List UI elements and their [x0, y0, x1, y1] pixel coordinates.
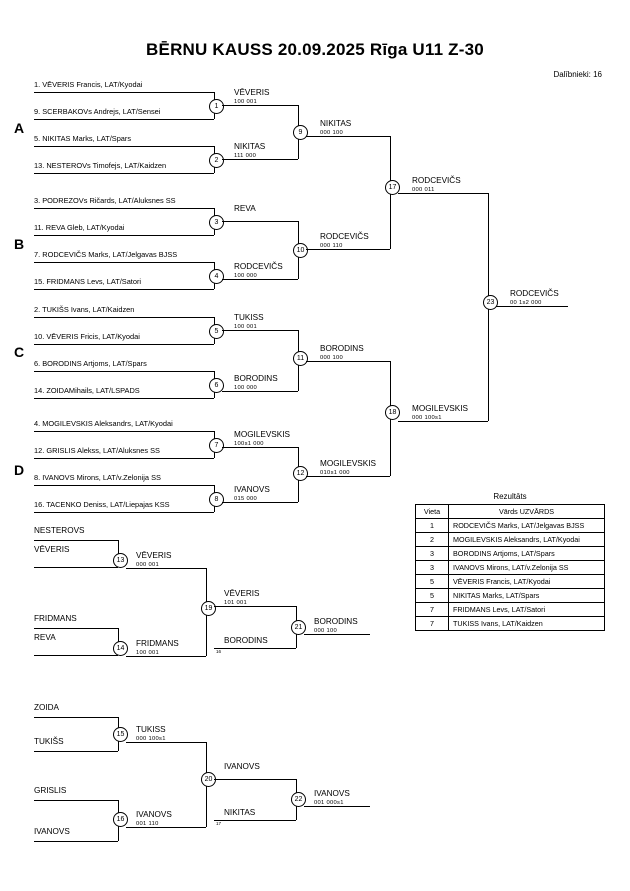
- match-number-11: 11: [293, 351, 308, 366]
- entrant-name: REVA Gleb, LAT/Kyodai: [45, 223, 125, 232]
- entrant-seed: 14.: [34, 386, 45, 395]
- repechage-note-17: 17: [216, 821, 222, 826]
- score-m6: 100 000: [234, 385, 258, 391]
- entrant-seed: 7.: [34, 250, 41, 259]
- bracket-line: [34, 173, 214, 174]
- table-row: [416, 519, 605, 533]
- entrant-seed: 16.: [34, 500, 45, 509]
- bracket-line: [34, 146, 214, 147]
- bracket-line: [222, 279, 298, 280]
- score-m13: 000 001: [136, 562, 160, 568]
- bracket-line: [222, 105, 298, 106]
- entrant-name: IVANOVS Mirons, LAT/v.Zelonija SS: [42, 473, 161, 482]
- winner-m1: VĒVERIS: [234, 88, 270, 97]
- entrant-seed: 9.: [34, 107, 41, 116]
- score-m5: 100 001: [234, 324, 258, 330]
- page-title: BĒRNU KAUSS 20.09.2025 Rīga U11 Z-30: [146, 40, 484, 59]
- repechage-entrant-zoida: ZOIDA: [34, 703, 60, 712]
- bracket-line: [222, 502, 298, 503]
- winner-m3: REVA: [234, 204, 256, 213]
- entrant-15: [34, 277, 141, 286]
- match-number-2: 2: [209, 153, 224, 168]
- bracket-line: [496, 306, 568, 307]
- score-m12: 010s1 000: [320, 470, 350, 476]
- bracket-line: [34, 92, 214, 93]
- score-m23: 00 1s2 000: [510, 300, 542, 306]
- match-number-9: 9: [293, 125, 308, 140]
- entrant-11: [34, 223, 124, 232]
- place-cell: 7: [416, 617, 449, 631]
- bracket-line: [34, 800, 118, 801]
- bracket-line: [34, 262, 214, 263]
- participants-count: Dalībnieki: 16: [553, 70, 602, 79]
- score-m22: 001 000s1: [314, 800, 344, 806]
- name-cell: BORODINS Artjoms, LAT/Spars: [449, 547, 605, 561]
- entrant-name: MOGILEVSKIS Aleksandrs, LAT/Kyodai: [42, 419, 173, 428]
- place-cell: 5: [416, 589, 449, 603]
- match-number-19: 19: [201, 601, 216, 616]
- match-number-23: 23: [483, 295, 498, 310]
- results-panel: [415, 492, 605, 631]
- results-caption: Rezultāts: [493, 492, 527, 501]
- winner-m22: IVANOVS: [314, 789, 350, 798]
- group-label-d: D: [14, 462, 25, 478]
- bracket-line: [34, 458, 214, 459]
- score-m7: 100s1 000: [234, 441, 264, 447]
- table-header-row: [416, 505, 605, 519]
- name-cell: MOGILEVSKIS Aleksandrs, LAT/Kyodai: [449, 533, 605, 547]
- repechage-entrant-nesterovs: NESTEROVS: [34, 526, 85, 535]
- match-number-20: 20: [201, 772, 216, 787]
- table-row: [416, 617, 605, 631]
- repechage-note-16: 16: [216, 649, 222, 654]
- place-cell: 3: [416, 547, 449, 561]
- place-cell: 1: [416, 519, 449, 533]
- name-cell: IVANOVS Mirons, LAT/v.Zelonija SS: [449, 561, 605, 575]
- match-number-6: 6: [209, 378, 224, 393]
- results-table: [415, 504, 605, 631]
- bracket-line: [34, 371, 214, 372]
- winner-m5: TUKISS: [234, 313, 264, 322]
- score-m15: 000 100s1: [136, 736, 166, 742]
- group-label-b: B: [14, 236, 25, 252]
- entrant-name: TUKIŠS Ivans, LAT/Kaidzen: [42, 305, 135, 314]
- bracket-line: [398, 421, 488, 422]
- table-row: [416, 575, 605, 589]
- winner-m7: MOGILEVSKIS: [234, 430, 290, 439]
- entrant-name: NESTEROVs Timofejs, LAT/Kaidzen: [46, 161, 167, 170]
- bracket-line: [126, 568, 206, 569]
- name-cell: NIKITAS Marks, LAT/Spars: [449, 589, 605, 603]
- winner-m8: IVANOVS: [234, 485, 270, 494]
- name-cell: RODCEVIČS Marks, LAT/Jelgavas BJSS: [449, 519, 605, 533]
- bracket-line: [222, 159, 298, 160]
- match-number-18: 18: [385, 405, 400, 420]
- winner-m15: TUKISS: [136, 725, 166, 734]
- entrant-name: VĒVERIS Francis, LAT/Kyodai: [42, 80, 143, 89]
- bracket-line: [126, 742, 206, 743]
- repechage-entrant-tukiss: TUKIŠS: [34, 737, 64, 746]
- score-m18: 000 100s1: [412, 415, 442, 421]
- winner-m21: BORODINS: [314, 617, 358, 626]
- entrant-6: [34, 359, 147, 368]
- entrant-seed: 12.: [34, 446, 45, 455]
- bracket-line: [34, 398, 214, 399]
- bracket-line: [214, 606, 296, 607]
- entrant-10: [34, 332, 140, 341]
- winner-m14: FRIDMANS: [136, 639, 179, 648]
- winner-m19: VĒVERIS: [224, 589, 260, 598]
- winner-m20: IVANOVS: [224, 762, 260, 771]
- entrant-name: VĒVERIS Fricis, LAT/Kyodai: [46, 332, 140, 341]
- bracket-line: [126, 827, 206, 828]
- entrant-14: [34, 386, 140, 395]
- bracket-line: [34, 344, 214, 345]
- bracket-line: [34, 512, 214, 513]
- bracket-line: [306, 361, 390, 362]
- match-number-12: 12: [293, 466, 308, 481]
- bracket-line: [214, 820, 296, 821]
- score-m8: 015 000: [234, 496, 258, 502]
- entrant-13: [34, 161, 166, 170]
- repechage-entrant-grislis: GRISLIS: [34, 786, 67, 795]
- bracket-line: [34, 208, 214, 209]
- place-cell: 3: [416, 561, 449, 575]
- group-label-c: C: [14, 344, 25, 360]
- entrant-7: [34, 250, 177, 259]
- match-number-1: 1: [209, 99, 224, 114]
- match-number-13: 13: [113, 553, 128, 568]
- repechage-entrant-veveris: VĒVERIS: [34, 545, 70, 554]
- match-number-22: 22: [291, 792, 306, 807]
- name-cell: FRIDMANS Levs, LAT/Satori: [449, 603, 605, 617]
- entrant-seed: 11.: [34, 223, 44, 232]
- repechage-opponent-nikitas: NIKITAS: [224, 808, 256, 817]
- bracket-line: [34, 289, 214, 290]
- winner-m23: RODCEVIČS: [510, 289, 559, 298]
- bracket-line: [34, 119, 214, 120]
- match-number-4: 4: [209, 269, 224, 284]
- entrant-seed: 6.: [34, 359, 41, 368]
- entrant-name: ZOIDAMihails, LAT/LSPADS: [46, 386, 140, 395]
- match-number-14: 14: [113, 641, 128, 656]
- score-m17: 000 011: [412, 187, 435, 193]
- match-number-10: 10: [293, 243, 308, 258]
- entrant-seed: 10.: [34, 332, 45, 341]
- repechage-entrant-ivanovs: IVANOVS: [34, 827, 70, 836]
- repechage-entrant-fridmans: FRIDMANS: [34, 614, 77, 623]
- bracket-line: [126, 656, 206, 657]
- score-m16: 001 110: [136, 821, 159, 827]
- repechage-entrant-reva: REVA: [34, 633, 56, 642]
- bracket-line: [34, 540, 118, 541]
- entrant-name: NIKITAS Marks, LAT/Spars: [42, 134, 132, 143]
- bracket-line: [34, 567, 118, 568]
- entrant-name: PODREZOVs Ričards, LAT/Aluksnes SS: [42, 196, 176, 205]
- bracket-line: [222, 221, 298, 222]
- entrant-name: BORODINS Artjoms, LAT/Spars: [42, 359, 147, 368]
- winner-m12: MOGILEVSKIS: [320, 459, 376, 468]
- bracket-line: [306, 476, 390, 477]
- bracket-line: [34, 485, 214, 486]
- score-m9: 000 100: [320, 130, 344, 136]
- winner-m18: MOGILEVSKIS: [412, 404, 468, 413]
- score-m4: 100 000: [234, 273, 258, 279]
- match-number-3: 3: [209, 215, 224, 230]
- bracket-line: [34, 235, 214, 236]
- bracket-line: [306, 249, 390, 250]
- bracket-line: [34, 717, 118, 718]
- score-m10: 000 110: [320, 243, 343, 249]
- entrant-8: [34, 473, 161, 482]
- table-row: [416, 561, 605, 575]
- entrant-name: TACENKO Deniss, LAT/Liepajas KSS: [46, 500, 170, 509]
- entrant-seed: 4.: [34, 419, 41, 428]
- bracket-line: [222, 391, 298, 392]
- col-place: Vieta: [416, 505, 449, 519]
- entrant-9: [34, 107, 160, 116]
- entrant-4: [34, 419, 173, 428]
- score-m19: 101 001: [224, 600, 248, 606]
- bracket-line: [34, 655, 118, 656]
- entrant-name: SCERBAKOVs Andrejs, LAT/Sensei: [42, 107, 161, 116]
- winner-m10: RODCEVIČS: [320, 232, 369, 241]
- winner-m6: BORODINS: [234, 374, 278, 383]
- bracket-line: [34, 431, 214, 432]
- score-m11: 000 100: [320, 355, 344, 361]
- winner-m17: RODCEVIČS: [412, 176, 461, 185]
- score-m1: 100 001: [234, 99, 258, 105]
- entrant-5: [34, 134, 131, 143]
- place-cell: 7: [416, 603, 449, 617]
- entrant-12: [34, 446, 160, 455]
- winner-m11: BORODINS: [320, 344, 364, 353]
- bracket-line: [306, 136, 390, 137]
- winner-m9: NIKITAS: [320, 119, 352, 128]
- place-cell: 2: [416, 533, 449, 547]
- bracket-line: [304, 634, 370, 635]
- entrant-name: RODCEVIČS Marks, LAT/Jelgavas BJSS: [42, 250, 178, 259]
- table-row: [416, 603, 605, 617]
- match-number-15: 15: [113, 727, 128, 742]
- bracket-line: [214, 648, 296, 649]
- match-number-7: 7: [209, 438, 224, 453]
- bracket-line: [34, 628, 118, 629]
- winner-m13: VĒVERIS: [136, 551, 172, 560]
- place-cell: 5: [416, 575, 449, 589]
- entrant-seed: 3.: [34, 196, 41, 205]
- table-row: [416, 589, 605, 603]
- winner-m2: NIKITAS: [234, 142, 266, 151]
- col-name: Vārds UZVĀRDS: [449, 505, 605, 519]
- entrant-1: [34, 80, 142, 89]
- match-number-5: 5: [209, 324, 224, 339]
- score-m21: 000 100: [314, 628, 338, 634]
- name-cell: TUKISS Ivans, LAT/Kaidzen: [449, 617, 605, 631]
- bracket-line: [222, 330, 298, 331]
- match-number-21: 21: [291, 620, 306, 635]
- match-number-8: 8: [209, 492, 224, 507]
- entrant-seed: 2.: [34, 305, 41, 314]
- entrant-seed: 5.: [34, 134, 41, 143]
- entrant-seed: 8.: [34, 473, 41, 482]
- bracket-line: [34, 841, 118, 842]
- match-number-16: 16: [113, 812, 128, 827]
- bracket-line: [222, 447, 298, 448]
- bracket-line: [398, 193, 488, 194]
- repechage-opponent-borodins: BORODINS: [224, 636, 268, 645]
- match-number-17: 17: [385, 180, 400, 195]
- bracket-line: [34, 751, 118, 752]
- entrant-2: [34, 305, 134, 314]
- table-row: [416, 547, 605, 561]
- winner-m4: RODCEVIČS: [234, 262, 283, 271]
- entrant-seed: 13.: [34, 161, 45, 170]
- bracket-line: [214, 779, 296, 780]
- entrant-3: [34, 196, 176, 205]
- score-m14: 100 001: [136, 650, 160, 656]
- entrant-16: [34, 500, 170, 509]
- entrant-seed: 1.: [34, 80, 41, 89]
- score-m2: 111 000: [234, 153, 257, 159]
- entrant-seed: 15.: [34, 277, 45, 286]
- bracket-line: [34, 317, 214, 318]
- table-row: [416, 533, 605, 547]
- name-cell: VĒVERIS Francis, LAT/Kyodai: [449, 575, 605, 589]
- entrant-name: GRISLIS Alekss, LAT/Aluksnes SS: [46, 446, 160, 455]
- bracket-line: [304, 806, 370, 807]
- winner-m16: IVANOVS: [136, 810, 172, 819]
- group-label-a: A: [14, 120, 25, 136]
- entrant-name: FRIDMANS Levs, LAT/Satori: [46, 277, 142, 286]
